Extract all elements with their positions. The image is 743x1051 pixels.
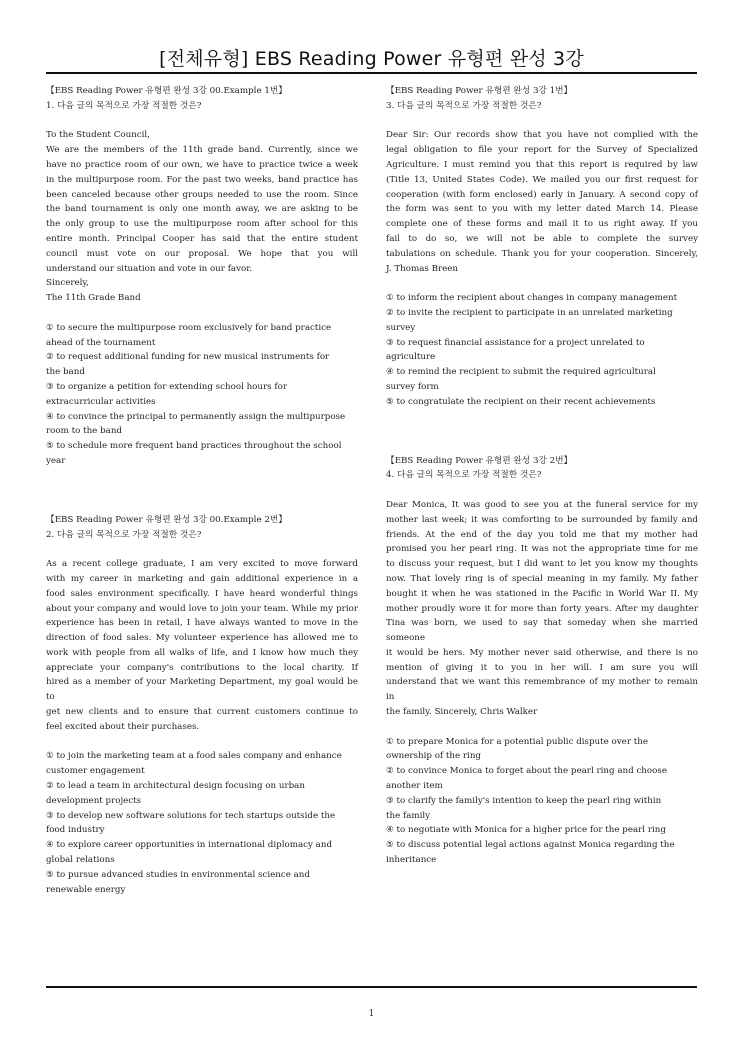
passage-line: cooperation (with form enclosed) early in January. A second copy of <box>386 189 698 200</box>
passage-line: mother last week; it was comforting to be surrounded by family and <box>386 514 698 525</box>
answer-option-4: ④ to remind the recipient to submit the required agricultural survey form <box>386 367 656 392</box>
passage-line: get new clients and to ensure that current customers continue to <box>46 707 358 718</box>
answer-option-1: ① to prepare Monica for a potential public dispute over the ownership of the ring <box>386 736 648 762</box>
passage-line: hired as a member of your Marketing Department, my goal would be to <box>46 677 358 703</box>
header-rule <box>46 72 697 74</box>
passage-line: tabulations on schedule. Thank you for your cooperation. Sincerely, <box>386 248 698 259</box>
question-source: 【EBS Reading Power 유형편 완성 3강 1번】 <box>386 86 573 96</box>
passage-line: now. That lovely ring is of special meaning in my family. My father <box>386 573 698 584</box>
passage-line: council must vote on our proposal. We hope that you will <box>46 248 358 259</box>
passage-line: have no practice room of our own, we have to practice twice a week <box>46 159 358 170</box>
answer-option-5: ⑤ to pursue advanced studies in environmental science and renewable energy <box>46 869 310 895</box>
answer-option-1: ① to secure the multipurpose room exclusively for band practice ahead of the tournament <box>46 322 332 348</box>
passage-line: about your company and would love to join your team. While my prior <box>46 603 358 614</box>
passage-line: friends. At the end of the day you told me that my mother had <box>386 529 698 540</box>
passage-line: J. Thomas Breen <box>386 263 459 274</box>
passage-line: the form was sent to you with my letter dated March 14. Please <box>386 204 698 215</box>
answer-option-2: ② to convince Monica to forget about the pearl ring and choose another item <box>386 766 667 792</box>
answer-option-2: ② to lead a team in architectural design focusing on urban development projects <box>46 781 305 806</box>
question-4 <box>386 454 698 868</box>
answer-option-5: ⑤ to schedule more frequent band practices throughout the school year <box>46 441 342 466</box>
question-source: 【EBS Reading Power 유형편 완성 3강 2번】 <box>386 455 573 466</box>
answer-option-1: ① to inform the recipient about changes in company management <box>386 293 678 304</box>
passage-line: understand our situation and vote in our favor. <box>46 263 253 274</box>
answer-options <box>46 749 358 897</box>
passage-line: As a recent college graduate, I am very excited to move forward <box>46 559 358 570</box>
answer-option-3: ③ to organize a petition for extending school hours for extracurricular activities <box>46 381 287 407</box>
answer-option-4: ④ to convince the principal to permanently assign the multipurpose room to the band <box>46 411 346 437</box>
answer-option-1: ① to join the marketing team at a food sales company and enhance customer engagement <box>46 751 342 777</box>
footer-rule <box>46 986 697 988</box>
question-passage <box>46 557 358 735</box>
passage-line: mother proudly wore it for more than forty years. After my daughter <box>386 603 698 614</box>
passage-line: the only group to use the multipurpose room after school for this <box>46 219 358 230</box>
question-3 <box>386 84 698 410</box>
passage-line: experience has been in retail, I have always wanted to move in the <box>46 618 358 629</box>
answer-options <box>46 321 358 469</box>
passage-line: mention of giving it to you in her will. I am sure you will <box>386 662 698 673</box>
answer-option-4: ④ to explore career opportunities in international diplomacy and global relations <box>46 840 333 866</box>
passage-line: Sincerely, <box>46 278 89 289</box>
passage-line: with my career in marketing and gain additional experience in a <box>46 573 358 584</box>
passage-line: fail to do so, we will not be able to complete the survey <box>386 233 698 244</box>
answer-option-2: ② to invite the recipient to participate in an unrelated marketing survey <box>386 307 673 333</box>
answer-option-5: ⑤ to discuss potential legal actions against Monica regarding the inheritance <box>386 840 675 866</box>
passage-line: To the Student Council, <box>46 130 150 141</box>
answer-options <box>386 291 698 409</box>
passage-line: legal obligation to file your report for the Survey of Specialized <box>386 145 698 156</box>
question-source: 【EBS Reading Power 유형편 완성 3강 00.Example 2번】 <box>46 514 287 525</box>
passage-line: to discuss your request, but I did want to let you know my thoughts <box>386 559 698 570</box>
question-stem: 2. 다음 글의 목적으로 가장 적절한 것은? <box>46 529 202 540</box>
question-passage <box>386 128 698 276</box>
passage-line: (Title 13, United States Code). We mailed you our first request for <box>386 174 698 185</box>
question-passage <box>46 128 358 306</box>
question-stem: 1. 다음 글의 목적으로 가장 적절한 것은? <box>46 100 202 111</box>
question-2 <box>46 513 358 898</box>
passage-line: the band tournament is only one month away, we are asking to be <box>46 204 358 215</box>
page-title: [전체유형] EBS Reading Power 유형편 완성 3강 <box>159 48 584 70</box>
question-passage <box>386 498 698 720</box>
question-source: 【EBS Reading Power 유형편 완성 3강 00.Example 1번】 <box>46 86 287 96</box>
answer-options <box>386 735 698 868</box>
passage-line: appreciate your company's contributions to the local charity. If <box>46 662 358 673</box>
passage-line: the family. Sincerely, Chris Walker <box>386 707 538 718</box>
answer-option-2: ② to request additional funding for new musical instruments for the band <box>46 352 330 378</box>
passage-line: direction of food sales. My volunteer experience has allowed me to <box>46 633 358 644</box>
passage-line: promised you her pearl ring. It was not the appropriate time for me <box>386 544 698 555</box>
passage-line: Dear Monica, It was good to see you at the funeral service for my <box>386 499 698 510</box>
answer-option-3: ③ to develop new software solutions for tech startups outside the food industry <box>46 810 336 836</box>
page-number: 1 <box>368 1009 375 1019</box>
passage-line: it would be hers. My mother never said otherwise, and there is no <box>386 647 698 658</box>
passage-line: been canceled because other groups needed to use the room. Since <box>46 189 358 200</box>
question-stem: 3. 다음 글의 목적으로 가장 적절한 것은? <box>386 100 542 111</box>
passage-line: Dear Sir: Our records show that you have not complied with the <box>386 130 698 141</box>
question-stem: 4. 다음 글의 목적으로 가장 적절한 것은? <box>386 470 542 481</box>
passage-line: food sales environment specifically. I have heard wonderful things <box>46 588 358 599</box>
answer-option-3: ③ to request financial assistance for a project unrelated to agriculture <box>386 337 645 363</box>
passage-line: understand that we want this remembrance of my mother to remain in <box>386 677 698 703</box>
passage-line: Agriculture. I must remind you that this report is required by law <box>386 159 698 170</box>
passage-line: work with people from all walks of life, and I know how much they <box>46 647 358 658</box>
passage-line: complete one of these forms and mail it to us right away. If you <box>386 219 698 230</box>
passage-line: in the multipurpose room. For the past two weeks, band practice has <box>46 174 358 185</box>
question-1 <box>46 84 358 469</box>
passage-line: We are the members of the 11th grade band. Currently, since we <box>46 145 358 156</box>
answer-option-4: ④ to negotiate with Monica for a higher price for the pearl ring <box>386 825 666 836</box>
answer-option-3: ③ to clarify the family's intention to keep the pearl ring within the family <box>386 795 662 821</box>
answer-option-5: ⑤ to congratulate the recipient on their recent achievements <box>386 396 656 407</box>
right-column <box>386 84 698 868</box>
passage-line: Tina was born, we used to say that someday when she married someone <box>386 618 698 644</box>
passage-line: The 11th Grade Band <box>46 293 141 304</box>
left-column <box>46 84 358 897</box>
passage-line: bought it when he was stationed in the Pacific in World War II. My <box>386 588 698 599</box>
passage-line: feel excited about their purchases. <box>46 721 200 732</box>
passage-line: entire month. Principal Cooper has said that the entire student <box>46 233 358 244</box>
